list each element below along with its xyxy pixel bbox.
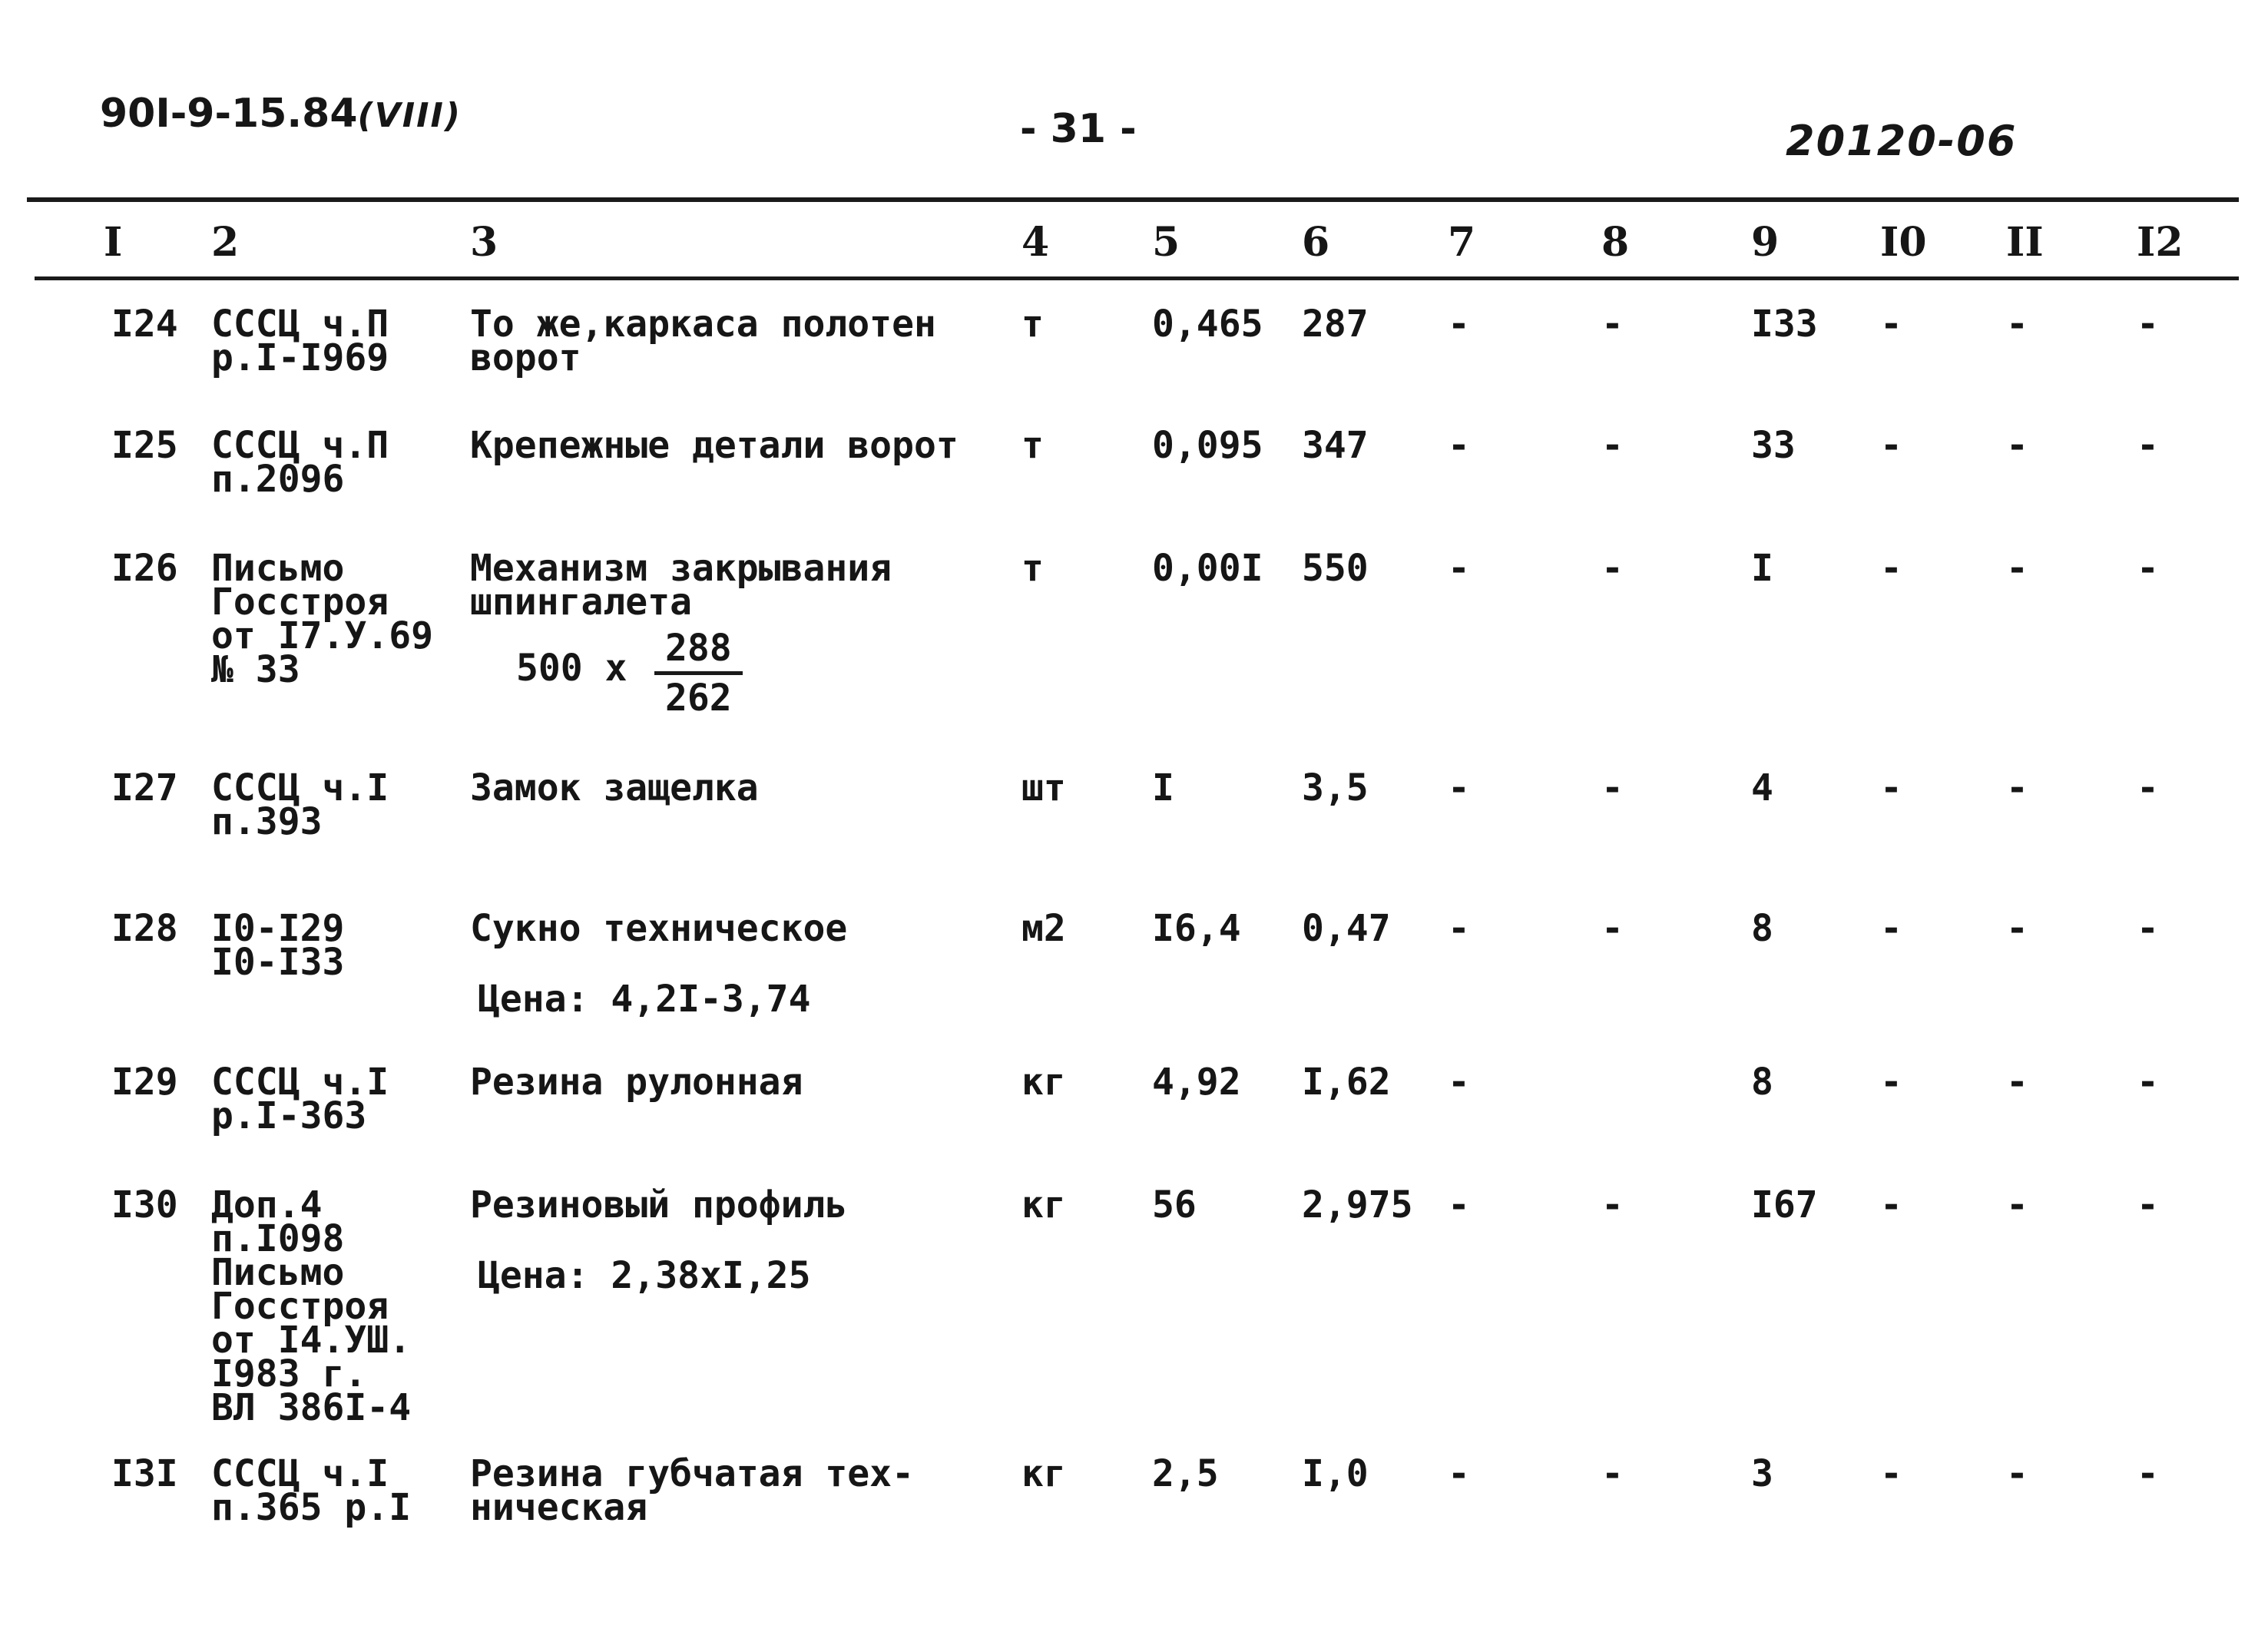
row-source-line: СССЦ ч.I [211,1061,389,1104]
row-name-line: Резина губчатая тех- [470,1452,914,1495]
row-col9: 3 [1751,1452,1773,1495]
row-col8: - [1601,1452,1624,1495]
formula-prefix: 500 x [516,647,627,690]
row-col7: - [1448,766,1470,809]
row-col10: - [1880,547,1902,590]
row-col12: - [2137,1061,2159,1104]
row-name-line: Сукно техническое [470,907,848,950]
column-header-10: I0 [1880,219,1927,266]
row-col11: - [2006,1452,2028,1495]
row-col10: - [1880,907,1902,950]
row-col11: - [2006,547,2028,590]
row-name-line: То же,каркаса полотен [470,303,936,346]
row-col7: - [1448,424,1470,467]
column-header-9: 9 [1751,219,1780,266]
row-unit: шт [1021,766,1066,809]
row-col8: - [1601,1183,1624,1226]
row-col8: - [1601,547,1624,590]
column-header-8: 8 [1601,219,1630,266]
row-source-line: р.I-I969 [211,336,389,379]
row-number: I26 [111,547,178,590]
row-name-line: Крепежные детали ворот [470,424,959,467]
row-unit: т [1021,424,1044,467]
row-col10: - [1880,1183,1902,1226]
row-col5: 0,465 [1152,303,1263,346]
row-col9: 4 [1751,766,1773,809]
row-source-line: I0-I29 [211,907,345,950]
row-col6: 0,47 [1302,907,1391,950]
row-source-line: п.393 [211,800,323,843]
row-source-line: СССЦ ч.П [211,303,389,346]
row-col11: - [2006,766,2028,809]
row-price: Цена: 4,2I-3,74 [478,978,811,1021]
row-name-line: Резиновый профиль [470,1183,848,1226]
row-source-line: № 33 [211,648,300,691]
row-col8: - [1601,424,1624,467]
row-col7: - [1448,1183,1470,1226]
row-name-line: Замок защелка [470,766,759,809]
row-col5: 4,92 [1152,1061,1241,1104]
formula-denominator: 262 [665,677,732,720]
column-header-12: I2 [2137,219,2184,266]
row-col6: 347 [1302,424,1369,467]
row-col12: - [2137,303,2159,346]
column-header-1: I [104,219,123,266]
row-number: I24 [111,303,178,346]
row-source-line: п.I098 [211,1217,345,1260]
row-unit: м2 [1021,907,1066,950]
row-col10: - [1880,1061,1902,1104]
row-source-line: СССЦ ч.I [211,766,389,809]
row-number: I30 [111,1183,178,1226]
row-col11: - [2006,1183,2028,1226]
table-top-rule [27,197,2239,202]
page-number: - 31 - [1020,106,1137,152]
row-col8: - [1601,766,1624,809]
row-source-line: Письмо [211,547,345,590]
row-col9: 8 [1751,1061,1773,1104]
row-col9: 8 [1751,907,1773,950]
row-col12: - [2137,766,2159,809]
row-col7: - [1448,1061,1470,1104]
row-col11: - [2006,424,2028,467]
row-source-line: ВЛ 386I-4 [211,1386,412,1429]
row-col9: I67 [1751,1183,1818,1226]
row-col6: I,0 [1302,1452,1369,1495]
column-header-5: 5 [1152,219,1180,266]
sheet-code: 20120-06 [1786,117,2018,165]
row-col11: - [2006,303,2028,346]
row-source-line: СССЦ ч.П [211,424,389,467]
row-name-line: Механизм закрывания [470,547,892,590]
row-price: Цена: 2,38хI,25 [478,1254,811,1297]
row-col11: - [2006,907,2028,950]
row-col9: I33 [1751,303,1818,346]
row-col6: 2,975 [1302,1183,1413,1226]
row-col7: - [1448,547,1470,590]
row-col12: - [2137,907,2159,950]
row-source-line: I983 г. [211,1352,367,1395]
row-col6: 3,5 [1302,766,1369,809]
row-col12: - [2137,424,2159,467]
row-unit: кг [1021,1061,1066,1104]
row-source-line: р.I-363 [211,1094,367,1137]
row-col5: 2,5 [1152,1452,1219,1495]
row-number: I29 [111,1061,178,1104]
row-unit: кг [1021,1183,1066,1226]
column-header-7: 7 [1448,219,1476,266]
row-col10: - [1880,766,1902,809]
row-number: I27 [111,766,178,809]
row-col11: - [2006,1061,2028,1104]
column-header-6: 6 [1302,219,1330,266]
row-name-line: ническая [470,1486,648,1529]
document-code-text: 90I-9-15.84 [100,91,358,137]
row-col7: - [1448,1452,1470,1495]
row-col5: 0,00I [1152,547,1263,590]
row-col9: I [1751,547,1773,590]
row-col5: I6,4 [1152,907,1241,950]
table-header-rule [35,276,2239,280]
column-header-3: 3 [470,219,498,266]
row-name-line: ворот [470,336,581,379]
row-source-line: п.2096 [211,458,345,501]
row-col8: - [1601,907,1624,950]
formula-fraction [654,627,743,720]
row-number: I3I [111,1452,178,1495]
row-col6: 550 [1302,547,1369,590]
row-col6: 287 [1302,303,1369,346]
row-col12: - [2137,547,2159,590]
row-source-line: СССЦ ч.I [211,1452,389,1495]
row-col5: I [1152,766,1174,809]
row-unit: кг [1021,1452,1066,1495]
row-source-line: Госстроя [211,581,389,624]
row-source-line: от I7.У.69 [211,614,433,657]
row-col5: 0,095 [1152,424,1263,467]
row-col10: - [1880,303,1902,346]
row-source-line: Доп.4 [211,1183,323,1226]
row-col10: - [1880,1452,1902,1495]
row-source-line: I0-I33 [211,941,345,984]
row-col7: - [1448,907,1470,950]
row-source-line: Письмо [211,1251,345,1294]
row-col5: 56 [1152,1183,1197,1226]
row-col10: - [1880,424,1902,467]
column-header-2: 2 [211,219,240,266]
row-unit: т [1021,303,1044,346]
row-source-line: Госстроя [211,1285,389,1328]
row-col12: - [2137,1452,2159,1495]
row-col9: 33 [1751,424,1796,467]
row-number: I25 [111,424,178,467]
row-name-line: Резина рулонная [470,1061,803,1104]
document-code [100,91,462,137]
row-col8: - [1601,303,1624,346]
formula-numerator: 288 [654,627,743,675]
row-unit: т [1021,547,1044,590]
row-name-line: шпингалета [470,581,692,624]
row-col6: I,62 [1302,1061,1391,1104]
row-col12: - [2137,1183,2159,1226]
document-code-suffix: (VIII) [357,96,462,135]
row-source-line: п.365 р.I [211,1486,412,1529]
column-header-11: II [2006,219,2044,266]
row-source-line: от I4.УШ. [211,1319,412,1362]
column-header-4: 4 [1021,219,1050,266]
row-col7: - [1448,303,1470,346]
row-number: I28 [111,907,178,950]
